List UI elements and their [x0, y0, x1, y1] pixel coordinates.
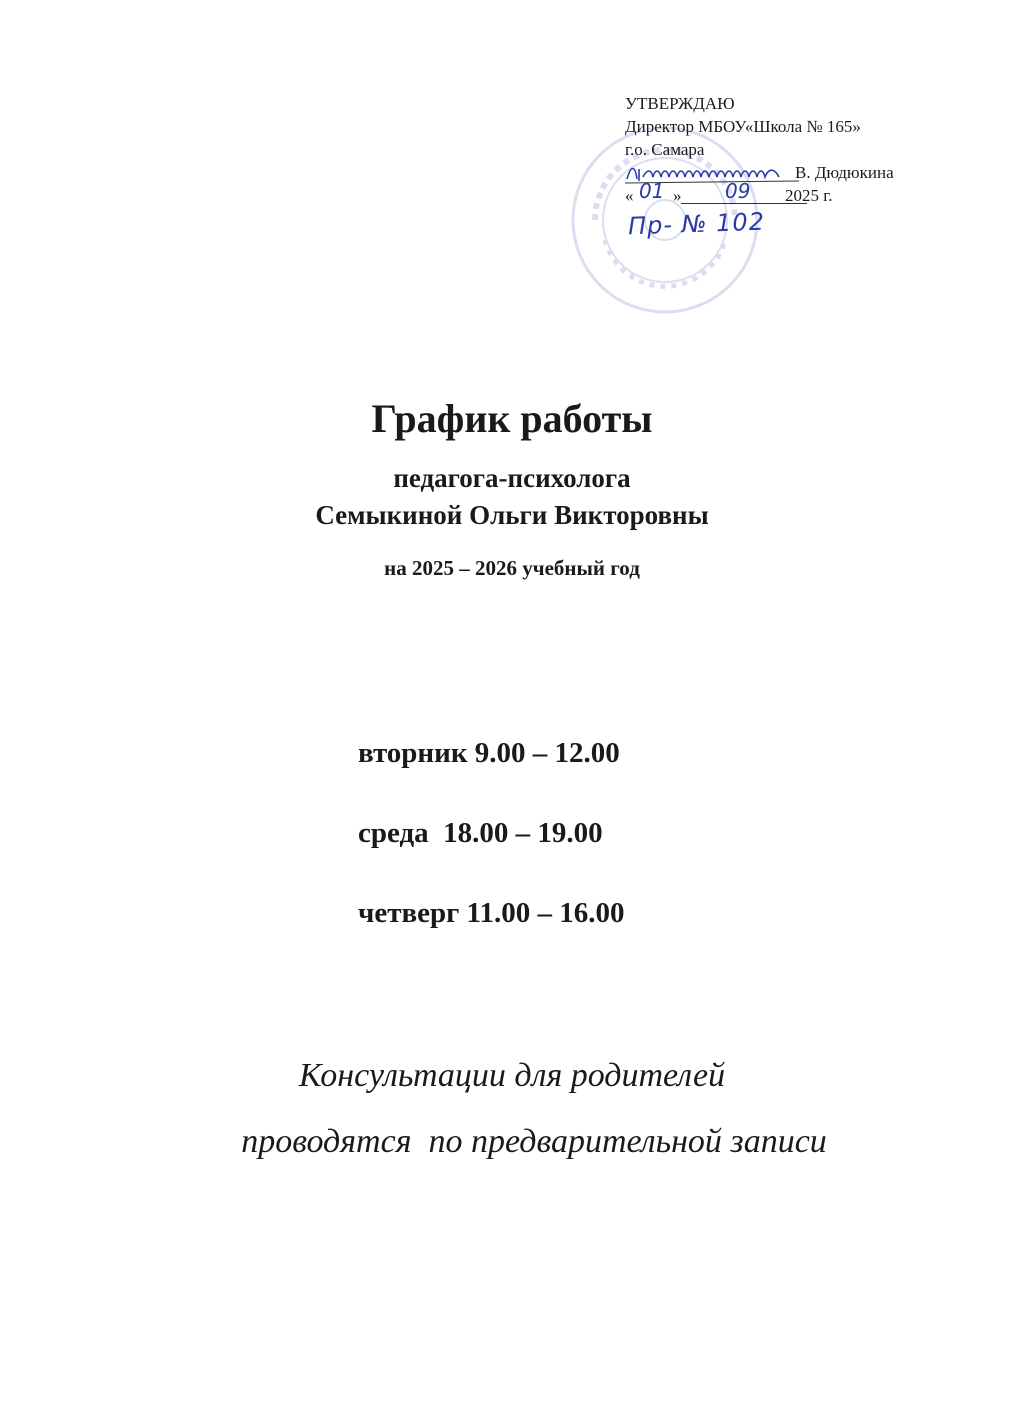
consultation-note-line2: проводятся по предварительной записи: [241, 1123, 827, 1160]
schedule-item-tuesday: вторник 9.00 – 12.00: [358, 737, 620, 769]
date-month: 09: [725, 179, 751, 203]
approval-city: г.о. Самара: [625, 140, 705, 159]
schedule-item-thursday: четверг 11.00 – 16.00: [358, 897, 625, 929]
signatory-name: В. Дюдюкина: [795, 163, 894, 182]
date-year: 2025 г.: [785, 186, 833, 205]
person-subtitle: Семыкиной Ольги Викторовны: [315, 500, 709, 530]
signature-line: [625, 161, 985, 184]
date-day: 01: [639, 179, 665, 203]
order-note: Пр- № 102: [627, 207, 766, 241]
role-subtitle: педагога-психолога: [393, 463, 631, 493]
page-title: График работы: [371, 396, 653, 441]
consultation-note-line1: Консультации для родителей: [298, 1057, 726, 1094]
date-close-quote: »: [673, 186, 682, 205]
date-open-quote: «: [625, 186, 634, 205]
approval-position: Директор МБОУ«Школа № 165»: [625, 117, 861, 136]
period-subtitle: на 2025 – 2026 учебный год: [384, 556, 640, 580]
approval-heading: УТВЕРЖДАЮ: [625, 94, 735, 113]
schedule-item-wednesday: среда 18.00 – 19.00: [358, 817, 603, 849]
approval-block: [625, 92, 985, 207]
approval-date: [625, 179, 985, 207]
